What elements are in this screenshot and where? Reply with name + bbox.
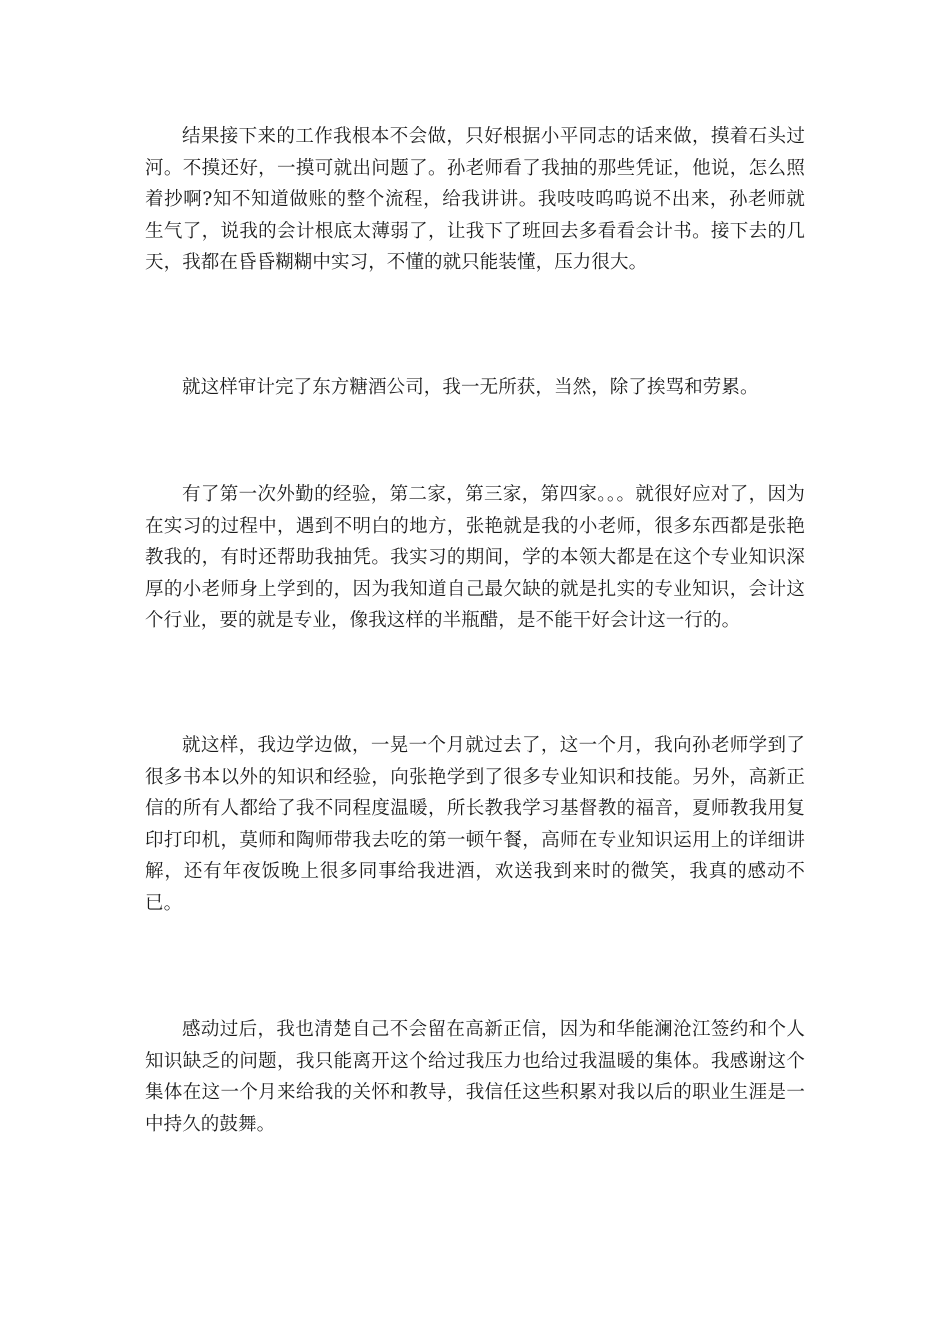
paragraph-5: 感动过后，我也清楚自己不会留在高新正信，因为和华能澜沧江签约和个人知识缺乏的问题，我只能离开这个给过我压力也给过我温暖的集体。我感谢这个集体在这一个月来给我的关怀和教导，我信任这些积累对我以后的职业生涯是一中持久的鼓舞。 (145, 1019, 805, 1135)
paragraph-3: 有了第一次外勤的经验，第二家，第三家，第四家。。。就很好应对了，因为在实习的过程中，遇到不明白的地方，张艳就是我的小老师，很多东西都是张艳教我的，有时还帮助我抽凭。我实习的期间，学的本领大都是在这个专业知识深厚的小老师身上学到的，因为我知道自己最欠缺的就是扎实的专业知识，会计这个行业，要的就是专业，像我这样的半瓶醋，是不能干好会计这一行的。 (145, 484, 805, 632)
paragraph-1: 结果接下来的工作我根本不会做，只好根据小平同志的话来做，摸着石头过河。不摸还好，一摸可就出问题了。孙老师看了我抽的那些凭证，他说，怎么照着抄啊?知不知道做账的整个流程，给我讲讲。我吱吱呜呜说不出来，孙老师就生气了，说我的会计根底太薄弱了，让我下了班回去多看看会计书。接下去的几天，我都在昏昏糊糊中实习，不懂的就只能装懂，压力很大。 (145, 126, 805, 274)
paragraph-4: 就这样，我边学边做，一晃一个月就过去了，这一个月，我向孙老师学到了很多书本以外的知识和经验，向张艳学到了很多专业知识和技能。另外，高新正信的所有人都给了我不同程度温暖，所长教我学习基督教的福音，夏师教我用复印打印机，莫师和陶师带我去吃的第一顿午餐，高师在专业知识运用上的详细讲解，还有年夜饭晚上很多同事给我进酒，欢送我到来时的微笑，我真的感动不已。 (145, 735, 805, 914)
paragraph-2: 就这样审计完了东方糖酒公司，我一无所获，当然，除了挨骂和劳累。 (182, 377, 759, 398)
